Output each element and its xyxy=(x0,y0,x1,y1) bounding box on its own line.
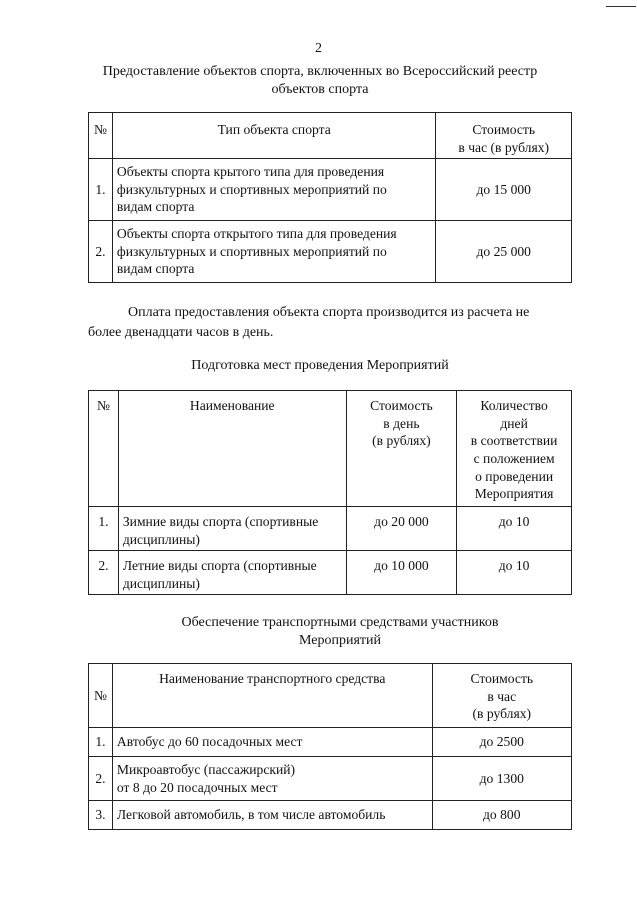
section1-title-line1: Предоставление объектов спорта, включенных во Всероссийский реестр xyxy=(102,64,538,79)
header-num: № xyxy=(89,391,119,507)
row-cost: до 25 000 xyxy=(436,221,572,283)
header-num: № xyxy=(89,113,113,159)
row-name: Микроавтобус (пассажирский) от 8 до 20 посадочных мест xyxy=(112,757,432,801)
header-num: № xyxy=(89,664,113,728)
table-row xyxy=(89,728,572,757)
row-days: до 10 xyxy=(457,551,572,595)
row-name: Зимние виды спорта (спортивные дисциплины) xyxy=(118,507,346,551)
header-name: Наименование xyxy=(118,391,346,507)
row-type: Объекты спорта крытого типа для проведения физкультурных и спортивных мероприятий по видам спорта xyxy=(112,159,436,221)
section3-title xyxy=(60,614,620,651)
payment-note-line2: более двенадцати часов в день. xyxy=(88,325,274,341)
section2-title: Подготовка мест проведения Мероприятий xyxy=(191,358,449,373)
row-num: 1. xyxy=(89,507,119,551)
row-name: Автобус до 60 посадочных мест xyxy=(112,728,432,757)
row-num: 3. xyxy=(89,801,113,830)
payment-note-line1: Оплата предоставления объекта спорта производится из расчета не xyxy=(128,305,530,320)
transport-table xyxy=(88,663,572,830)
header-type: Тип объекта спорта xyxy=(112,113,436,159)
table-header-row xyxy=(89,113,572,159)
table-header-row xyxy=(89,391,572,507)
page-number: 2 xyxy=(315,41,322,56)
section1-title xyxy=(60,63,580,100)
row-cost: до 10 000 xyxy=(346,551,457,595)
row-cost: до 800 xyxy=(432,801,571,830)
row-name: Легковой автомобиль, в том числе автомобиль xyxy=(112,801,432,830)
table-row xyxy=(89,159,572,221)
section3-title-line2: Мероприятий xyxy=(298,633,381,649)
section1-title-line2: объектов спорта xyxy=(271,82,369,98)
row-num: 1. xyxy=(89,728,113,757)
header-cost: Стоимость в день (в рублях) xyxy=(346,391,457,507)
table-row xyxy=(89,757,572,801)
venue-preparation-table xyxy=(88,390,572,595)
row-cost: до 15 000 xyxy=(436,159,572,221)
table-row xyxy=(89,551,572,595)
table-row xyxy=(89,507,572,551)
row-cost: до 2500 xyxy=(432,728,571,757)
row-cost: до 20 000 xyxy=(346,507,457,551)
corner-mark xyxy=(606,6,636,7)
payment-note xyxy=(88,303,588,344)
section3-title-line1: Обеспечение транспортными средствами участников xyxy=(181,615,499,630)
header-cost: Стоимость в час (в рублях) xyxy=(432,664,571,728)
header-days: Количество дней в соответствии с положением о проведении Мероприятия xyxy=(457,391,572,507)
header-cost: Стоимость в час (в рублях) xyxy=(436,113,572,159)
sports-objects-table xyxy=(88,112,572,283)
table-row xyxy=(89,221,572,283)
row-num: 2. xyxy=(89,551,119,595)
row-num: 2. xyxy=(89,221,113,283)
row-days: до 10 xyxy=(457,507,572,551)
row-num: 1. xyxy=(89,159,113,221)
row-name: Летние виды спорта (спортивные дисциплины) xyxy=(118,551,346,595)
header-name: Наименование транспортного средства xyxy=(112,664,432,728)
row-type: Объекты спорта открытого типа для проведения физкультурных и спортивных мероприятий по видам спорта xyxy=(112,221,436,283)
table-header-row xyxy=(89,664,572,728)
row-num: 2. xyxy=(89,757,113,801)
table-row xyxy=(89,801,572,830)
row-cost: до 1300 xyxy=(432,757,571,801)
